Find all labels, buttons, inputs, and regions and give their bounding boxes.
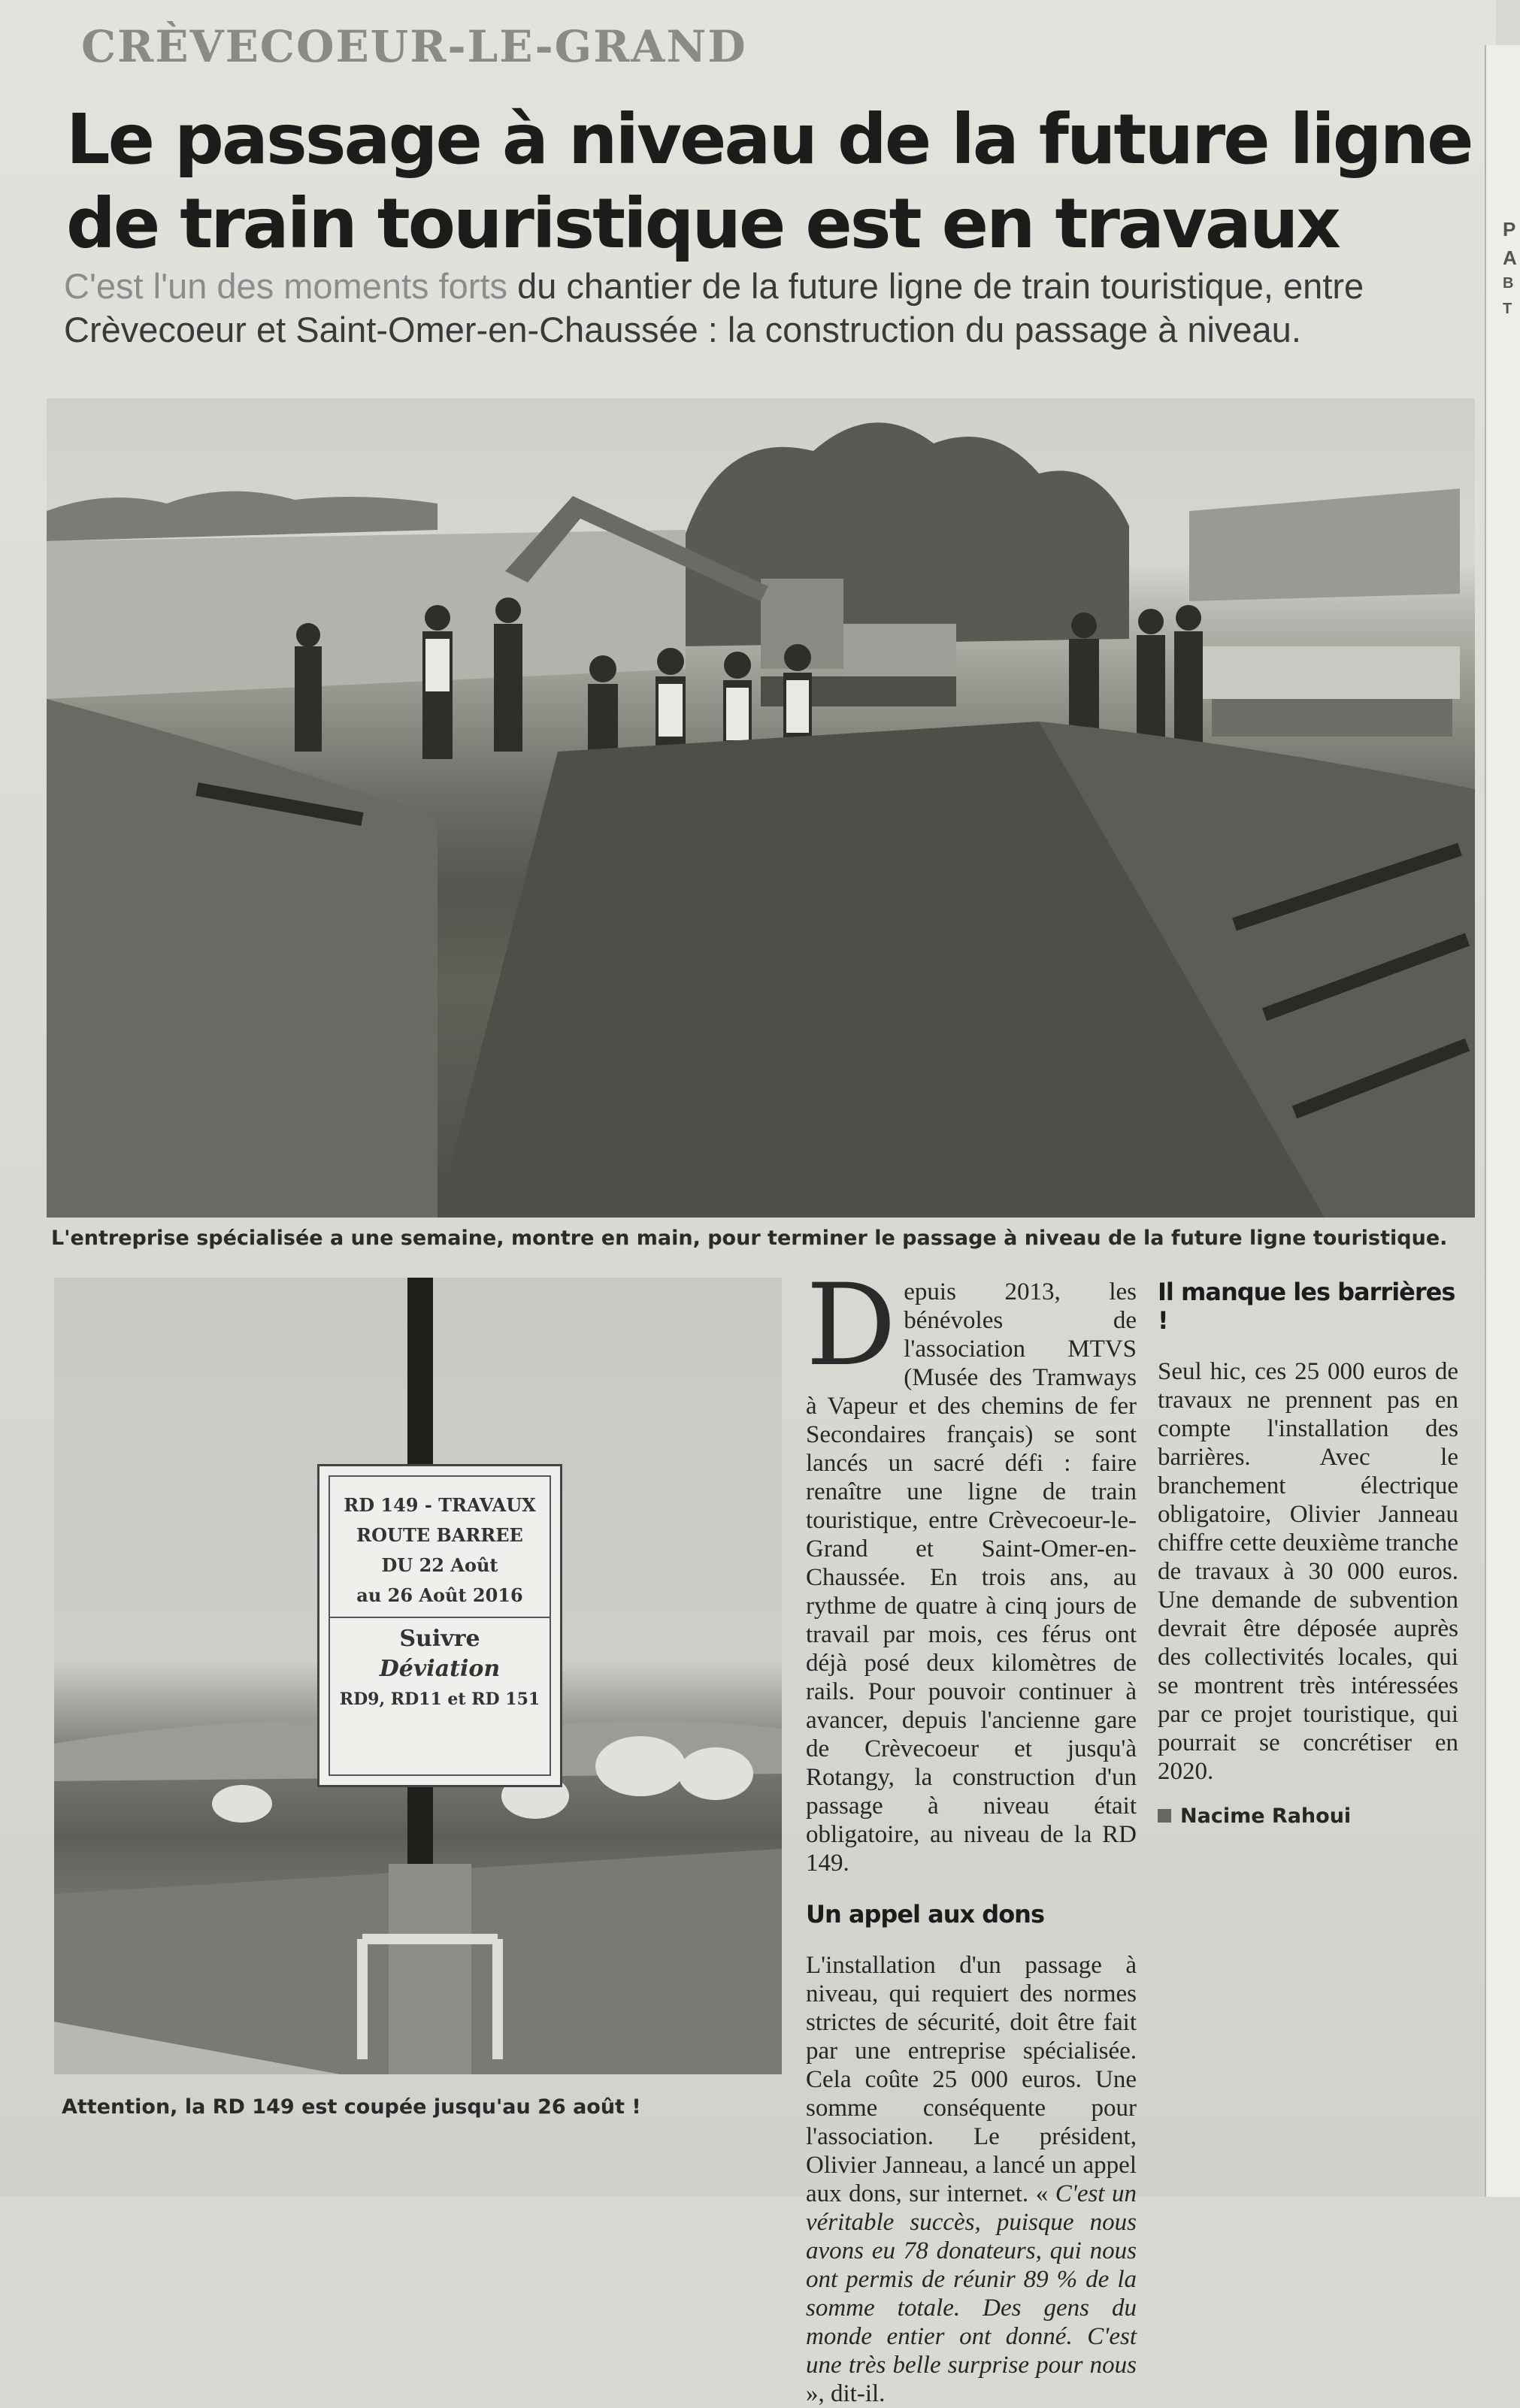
sign-line: au 26 Août 2016 bbox=[356, 1584, 523, 1606]
subheading-barrieres: Il manque les barrières ! bbox=[1158, 1278, 1455, 1335]
subheading-appel-aux-dons: Un appel aux dons bbox=[806, 1900, 1044, 1929]
sign-line: RD9, RD11 et RD 151 bbox=[339, 1690, 540, 1709]
drop-cap: D bbox=[806, 1260, 897, 1391]
lead-paragraph bbox=[64, 265, 1492, 352]
article-column-2 bbox=[1158, 1278, 1458, 1831]
road-sign bbox=[317, 1464, 562, 1787]
sign-line: Suivre bbox=[399, 1626, 480, 1652]
article-paragraph-2: L'installation d'un passage à niveau, qui requiert des normes strictes de sécurité, doit être fait par une entreprise spécialisée. Cela coûte 25 000 euros. Une somme conséquente pour l'association. Le président, Olivier Janneau, a lancé un appel aux dons, sur internet. « C'est un véritable succès, puisque nous avons eu 78 donateurs, qui nous ont permis de réunir 89 % de la somme totale. Des gens du monde entier ont donné. C'est une très belle surprise pour nous », dit-il. bbox=[806, 1952, 1137, 2407]
article-paragraph-1: epuis 2013, les bénévoles de l'association MTVS (Musée des Tramways à Vapeur et des chemins de fer Secondaires français) se sont lancés un sacré défi : faire renaître une ligne de train touristique, entre Crèvecoeur-le-Grand et Saint-Omer-en-Chaussée. En trois ans, au rythme de quatre à cinq jours de travail par mois, ces férus ont déjà posé deux kilomètres de rails. Pour pouvoir continuer à avancer, depuis l'ancienne gare de Crèvecoeur et jusqu'à Rotangy, la construction d'un passage à niveau était obligatoire, au niveau de la RD 149. bbox=[806, 1278, 1137, 1877]
adjacent-page-edge bbox=[1485, 45, 1520, 2197]
article-paragraph-3: Seul hic, ces 25 000 euros de travaux ne prennent pas en compte l'installation des barrières. Avec le branchement électrique obligatoire, Olivier Janneau chiffre cette deuxième tranche de travaux à 30 000 euros. Une demande de subvention devrait être déposée auprès des collectivités locales, qui se montrent très intéressées par ce projet touristique, qui pourrait se concrétiser en 2020. bbox=[1158, 1358, 1458, 1785]
headline bbox=[66, 98, 1479, 266]
location-kicker: CRÈVECOEUR-LE-GRAND bbox=[81, 21, 747, 72]
edge-letter: B bbox=[1503, 275, 1514, 292]
road-closed-sign-photo bbox=[54, 1278, 782, 2074]
lead-text: du chantier de la future ligne de train touristique, entre bbox=[507, 266, 1364, 306]
sign-photo-caption: Attention, la RD 149 est coupée jusqu'au 26 août ! bbox=[62, 2095, 641, 2119]
sign-line: Déviation bbox=[379, 1656, 501, 1682]
construction-site-illustration bbox=[47, 398, 1475, 1218]
sign-line: RD 149 - TRAVAUX bbox=[344, 1494, 536, 1516]
byline-square-icon bbox=[1158, 1809, 1171, 1823]
sign-line: ROUTE BARREE bbox=[356, 1524, 523, 1546]
president-quote: C'est un véritable succès, puisque nous avons eu 78 donateurs, qui nous ont permis de réunir 89 % de la somme totale. Des gens du monde entier ont donné. C'est une très belle surprise pour nous bbox=[806, 2180, 1137, 2379]
edge-letter: T bbox=[1503, 301, 1512, 317]
sign-line: DU 22 Août bbox=[381, 1554, 498, 1576]
author-byline: Nacime Rahoui bbox=[1158, 1802, 1458, 1831]
headline-line-2: de train touristique est en travaux bbox=[66, 183, 1339, 264]
article-column-1 bbox=[806, 1260, 1137, 2408]
edge-letter: P bbox=[1503, 218, 1516, 240]
lead-highlight: C'est l'un des moments forts bbox=[64, 266, 508, 306]
lead-line-2: Crèvecoeur et Saint-Omer-en-Chaussée : la construction du passage à niveau. bbox=[64, 310, 1301, 349]
photo-caption: L'entreprise spécialisée a une semaine, montre en main, pour terminer le passage à niveau de la future ligne touristique. bbox=[51, 1227, 1448, 1250]
headline-line-1: Le passage à niveau de la future ligne bbox=[66, 99, 1472, 180]
edge-letter: A bbox=[1503, 247, 1517, 269]
construction-site-photo bbox=[47, 398, 1475, 1218]
